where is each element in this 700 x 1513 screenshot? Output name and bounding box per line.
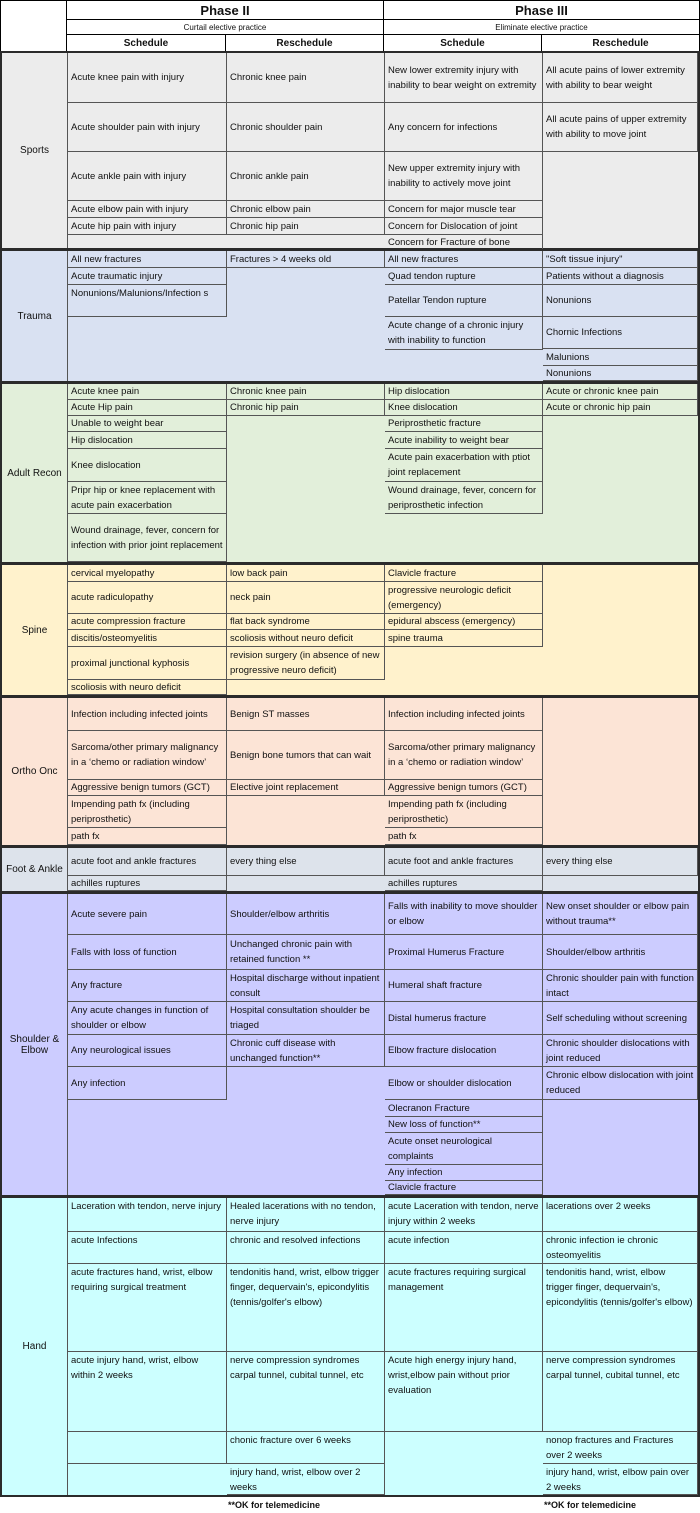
section-label: Foot & Ankle [2,848,68,891]
table-cell: every thing else [543,848,698,876]
table-cell: Chronic ankle pain [227,152,385,201]
section-spine [0,563,700,697]
section-hand [0,1196,700,1497]
table-cell: tendonitis hand, wrist, elbow trigger finger, dequervain's, epicondylitis (tennis/golfer's elbow) [543,1264,698,1352]
table-cell: achilles ruptures [68,876,227,891]
table-cell: acute Laceration with tendon, nerve injury within 2 weeks [385,1198,543,1232]
table-cell: Clavicle fracture [385,565,543,582]
table-cell: Laceration with tendon, nerve injury [68,1198,227,1232]
phase3-schedule-column [385,698,543,845]
table-cell: Patellar Tendon rupture [385,285,543,317]
section-sports [0,51,700,250]
table-cell: Proximal Humerus Fracture [385,935,543,970]
table-cell: Hospital consultation shoulder be triaged [227,1002,385,1035]
phase3-schedule-column [385,848,543,891]
table-cell: Acute knee pain [68,384,227,400]
table-cell: Acute onset neurological complaints [385,1133,543,1165]
phase3-subtitle-text: Eliminate elective practice [495,22,588,32]
table-cell: acute foot and ankle fractures [385,848,543,876]
table-cell: Chronic hip pain [227,218,385,235]
table-cell: Chronic hip pain [227,400,385,416]
table-cell: Any infection [68,1067,227,1100]
table-cell: epidural abscess (emergency) [385,614,543,630]
section-adult-recon [0,382,700,564]
table-cell: All new fractures [68,251,227,268]
phase3-reschedule-column [543,848,698,891]
header-corner [0,0,67,52]
table-cell: New upper extremity injury with inability to actively move joint [385,152,543,201]
phase2-title [66,0,384,20]
section-trauma [0,249,700,383]
table-cell: path fx [68,828,227,845]
table-cell: Infection including infected joints [68,698,227,731]
table-cell: Acute or chronic hip pain [543,400,698,416]
table-cell: Shoulder/elbow arthritis [543,935,698,970]
table-cell: acute fractures requiring surgical management [385,1264,543,1352]
table-cell: Elective joint replacement [227,780,385,796]
table-cell: Patients without a diagnosis [543,268,698,285]
table-cell: Quad tendon rupture [385,268,543,285]
phase3-title [383,0,700,20]
section-label: Sports [2,53,68,248]
table-cell: nonop fractures and Fractures over 2 weeks [543,1432,698,1464]
table-cell: neck pain [227,582,385,614]
table-cell: Infection including infected joints [385,698,543,731]
phase3-schedule-column [385,894,543,1195]
phase3-schedule-column [385,53,543,248]
table-cell: Unable to weight bear [68,416,227,432]
phase3-telemedicine-note: **OK for telemedicine [544,1499,637,1510]
table-cell: Acute pain exacerbation with ptiot joint replacement [385,449,543,482]
table-cell: acute Infections [68,1232,227,1264]
phase3-reschedule-column [543,698,698,845]
phase2-subtitle [66,19,384,35]
table-cell: Nonunions [543,285,698,317]
table-cell: Acute or chronic knee pain [543,384,698,400]
table-cell: Any infection [385,1165,543,1181]
table-cell: Chronic elbow pain [227,201,385,218]
table-cell: Shoulder/elbow arthritis [227,894,385,935]
table-cell: nerve compression syndromes carpal tunnel, cubital tunnel, etc [227,1352,385,1432]
table-cell: Knee dislocation [385,400,543,416]
table-cell: Fractures > 4 weeks old [227,251,385,268]
section-ortho-onc [0,696,700,847]
table-cell: Hip dislocation [68,432,227,449]
table-cell: Elbow or shoulder dislocation [385,1067,543,1100]
column-header: Reschedule [592,37,649,49]
table-cell: nerve compression syndromes carpal tunnel, cubital tunnel, etc [543,1352,698,1432]
phase2-reschedule-header [225,34,384,52]
table-cell: Chronic shoulder pain with function intact [543,970,698,1002]
table-cell: Impending path fx (including periprosthetic) [385,796,543,828]
phase3-reschedule-header [541,34,700,52]
table-cell: discitis/osteomyelitis [68,630,227,647]
phase2-reschedule-column [227,565,385,695]
table-cell: Humeral shaft fracture [385,970,543,1002]
table-cell: chronic infection ie chronic osteomyelitis [543,1232,698,1264]
phase2-reschedule-column [227,1198,385,1495]
phase2-title-text: Phase II [200,2,250,18]
table-cell: Acute ankle pain with injury [68,152,227,201]
table-header [0,0,700,52]
table-cell: All acute pains of upper extremity with ability to move joint [543,103,698,152]
table-cell: Any fracture [68,970,227,1002]
table-cell: chonic fracture over 6 weeks [227,1432,385,1464]
table-cell: Distal humerus fracture [385,1002,543,1035]
phase3-schedule-header [383,34,542,52]
table-cell: acute foot and ankle fractures [68,848,227,876]
table-cell: revision surgery (in absence of new progressive neuro deficit) [227,647,385,680]
table-cell: Acute high energy injury hand, wrist,elbow pain without prior evaluation [385,1352,543,1432]
phase3-reschedule-column [543,1198,698,1495]
table-cell: Self scheduling without screening [543,1002,698,1035]
table-cell: Acute Hip pain [68,400,227,416]
phase3-schedule-column [385,565,543,695]
table-cell: Acute severe pain [68,894,227,935]
phase2-reschedule-column [227,53,385,248]
table-cell: Benign bone tumors that can wait [227,731,385,780]
table-cell: Any acute changes in function of shoulder or elbow [68,1002,227,1035]
phase3-reschedule-column [543,251,698,381]
table-cell: Chronic shoulder pain [227,103,385,152]
phase3-reschedule-column [543,53,698,248]
section-label: Trauma [2,251,68,381]
table-cell: progressive neurologic deficit (emergency) [385,582,543,614]
table-cell: Aggressive benign tumors (GCT) [68,780,227,796]
table-cell: Acute inability to weight bear [385,432,543,449]
table-cell: Concern for Fracture of bone [385,235,543,250]
phase2-reschedule-column [227,848,385,891]
table-cell: Any concern for infections [385,103,543,152]
table-cell: Periprosthetic fracture [385,416,543,432]
table-cell: Pripr hip or knee replacement with acute pain exacerbation [68,482,227,514]
table-cell: Falls with loss of function [68,935,227,970]
phase2-schedule-column [68,1198,227,1495]
section-label: Hand [2,1198,68,1495]
table-cell: Chronic cuff disease with unchanged function** [227,1035,385,1067]
phase2-schedule-column [68,251,227,381]
table-cell: acute radiculopathy [68,582,227,614]
phase2-reschedule-column [227,384,385,562]
table-cell: Chronic shoulder dislocations with joint reduced [543,1035,698,1067]
table-cell: chronic and resolved infections [227,1232,385,1264]
table-cell: Acute hip pain with injury [68,218,227,235]
phase2-subtitle-text: Curtail elective practice [183,22,267,32]
table-cell: injury hand, wrist, elbow over 2 weeks [227,1464,385,1495]
section-label: Shoulder & Elbow [2,894,68,1195]
table-cell: every thing else [227,848,385,876]
table-footer [0,1496,700,1513]
table-cell: tendonitis hand, wrist, elbow trigger finger, dequervain's, epicondylitis (tennis/golfer's elbow) [227,1264,385,1352]
table-cell: acute injury hand, wrist, elbow within 2 weeks [68,1352,227,1432]
phase2-schedule-column [68,848,227,891]
phase3-title-text: Phase III [515,2,568,18]
table-cell: Acute elbow pain with injury [68,201,227,218]
phase2-schedule-column [68,565,227,695]
table-cell: achilles ruptures [385,876,543,891]
table-cell: New loss of function** [385,1117,543,1133]
table-cell: Sarcoma/other primary malignancy in a ‘chemo or radiation window’ [68,731,227,780]
table-cell: Acute change of a chronic injury with inability to function [385,317,543,350]
table-cell: All new fractures [385,251,543,268]
table-cell: Acute traumatic injury [68,268,227,285]
column-header: Reschedule [276,37,333,49]
table-cell: Chronic elbow dislocation with joint reduced [543,1067,698,1100]
table-cell: Hospital discharge without inpatient consult [227,970,385,1002]
phase3-schedule-column [385,251,543,381]
table-cell: acute fractures hand, wrist, elbow requiring surgical treatment [68,1264,227,1352]
phase2-schedule-column [68,698,227,845]
table-cell: Nonunions/Malunions/Infection s [68,285,227,317]
section-label: Ortho Onc [2,698,68,845]
phase2-schedule-column [68,53,227,248]
table-cell: Impending path fx (including periprosthetic) [68,796,227,828]
table-cell: Nonunions [543,366,698,381]
table-cell: Concern for major muscle tear [385,201,543,218]
table-cell: injury hand, wrist, elbow pain over 2 weeks [543,1464,698,1495]
table-cell: cervical myelopathy [68,565,227,582]
phase3-reschedule-column [543,384,698,562]
phase3-subtitle [383,19,700,35]
table-cell: Chronic knee pain [227,53,385,103]
table-cell: New onset shoulder or elbow pain without trauma** [543,894,698,935]
table-cell: Unchanged chronic pain with retained function ** [227,935,385,970]
table-cell: Chronic knee pain [227,384,385,400]
table-cell: scoliosis with neuro deficit [68,680,227,695]
table-cell: Elbow fracture dislocation [385,1035,543,1067]
table-cell: Clavicle fracture [385,1181,543,1195]
table-cell: scoliosis without neuro deficit [227,630,385,647]
phase2-reschedule-column [227,894,385,1195]
table-cell: Acute knee pain with injury [68,53,227,103]
table-cell: Aggressive benign tumors (GCT) [385,780,543,796]
table-cell: acute infection [385,1232,543,1264]
table-cell: All acute pains of lower extremity with ability to bear weight [543,53,698,103]
table-cell: Hip dislocation [385,384,543,400]
phase3-reschedule-column [543,565,698,695]
phase2-reschedule-column [227,698,385,845]
table-cell: acute compression fracture [68,614,227,630]
table-cell: lacerations over 2 weeks [543,1198,698,1232]
table-cell: Any neurological issues [68,1035,227,1067]
table-cell: spine trauma [385,630,543,647]
section-foot-ankle [0,846,700,893]
phase3-reschedule-column [543,894,698,1195]
table-cell: Chornic Infections [543,317,698,349]
table-cell: proximal junctional kyphosis [68,647,227,680]
table-cell: Wound drainage, fever, concern for infection with prior joint replacement [68,514,227,562]
table-cell: Olecranon Fracture [385,1100,543,1117]
phase2-schedule-column [68,384,227,562]
table-cell: Healed lacerations with no tendon, nerve injury [227,1198,385,1232]
phase2-telemedicine-note: **OK for telemedicine [228,1499,321,1510]
table-cell: Acute shoulder pain with injury [68,103,227,152]
column-header: Schedule [440,37,485,49]
table-cell: New lower extremity injury with inability to bear weight on extremity [385,53,543,103]
phase2-reschedule-column [227,251,385,381]
table-cell: Knee dislocation [68,449,227,482]
section-shoulder-elbow [0,892,700,1197]
table-cell: flat back syndrome [227,614,385,630]
phase2-schedule-column [68,894,227,1195]
table-cell: Concern for Dislocation of joint [385,218,543,235]
section-label: Spine [2,565,68,695]
phase3-schedule-column [385,1198,543,1495]
table-cell: Falls with inability to move shoulder or elbow [385,894,543,935]
table-cell: Sarcoma/other primary malignancy in a ‘chemo or radiation window’ [385,731,543,780]
table-cell [68,1432,227,1464]
section-label: Adult Recon [2,384,68,562]
table-cell: path fx [385,828,543,845]
table-cell: Wound drainage, fever, concern for periprosthetic infection [385,482,543,514]
table-cell: low back pain [227,565,385,582]
table-cell: Malunions [543,349,698,366]
phase3-schedule-column [385,384,543,562]
table-cell: "Soft tissue injury" [543,251,698,268]
column-header: Schedule [123,37,169,49]
table-cell: Benign ST masses [227,698,385,731]
phase2-schedule-header [66,34,226,52]
